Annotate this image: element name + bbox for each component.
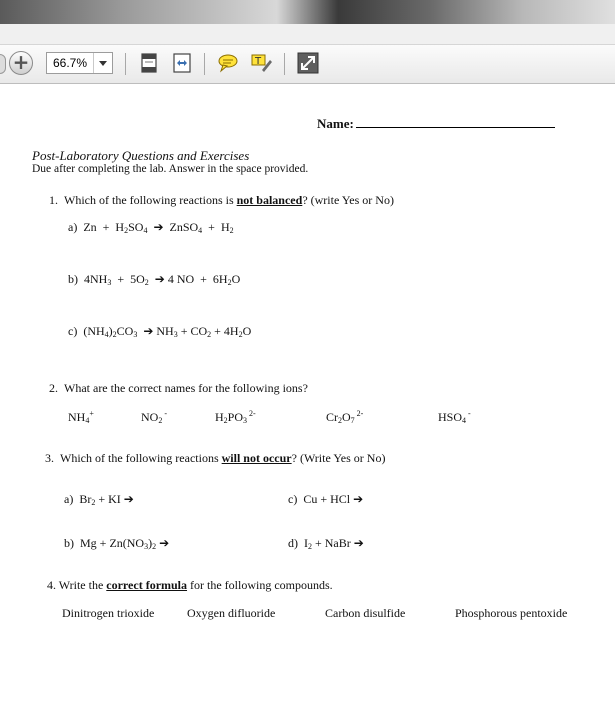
zoom-value: 66.7% <box>53 56 88 70</box>
question-1: 1. Which of the following reactions is not balanced? (write Yes or No) <box>49 193 394 207</box>
chevron-down-icon[interactable] <box>93 53 112 73</box>
fit-width-button[interactable] <box>171 52 193 74</box>
ion-dichromate: $Cr_2O_7$ $^{2-}$ <box>326 409 364 425</box>
document-page <box>0 86 615 726</box>
q1-reaction-b: b) $4NH_3 + 5O_2$ ➔ 4 NO + $6H_2O$ <box>68 272 241 287</box>
compound-phosphorous-pentoxide: Phosphorous pentoxide <box>455 606 568 620</box>
comment-button[interactable] <box>217 52 239 74</box>
toolbar-divider <box>204 53 205 75</box>
name-label: Name: <box>317 116 354 131</box>
menu-strip <box>0 24 615 45</box>
toolbar-divider <box>125 53 126 75</box>
ion-hydrogen-phosphite: $H_2PO_3$ $^{2-}$ <box>215 409 256 425</box>
q1-reaction-a: a) $Zn + H_2SO_4$ ➔ ZnSO$_4$ + $H_2$ <box>68 220 234 235</box>
q4-emphasis: correct formula <box>106 578 188 592</box>
q1-emphasis: not balanced <box>236 193 303 207</box>
toolbar <box>0 45 615 84</box>
comment-icon <box>217 52 239 74</box>
ion-nitrite: $NO_2$ - <box>141 409 168 425</box>
highlight-text-button[interactable] <box>250 52 272 74</box>
q3-reaction-a: a) $Br_2$ + KI ➔ <box>64 492 134 507</box>
compound-dinitrogen-trioxide: Dinitrogen trioxide <box>62 606 155 620</box>
expand-button[interactable] <box>297 52 319 74</box>
zoom-out-button[interactable] <box>0 54 6 74</box>
highlight-icon <box>250 52 272 74</box>
ion-bisulfate: $HSO_4$ - <box>438 409 471 425</box>
instructions: Due after completing the lab. Answer in the space provided. <box>32 163 309 175</box>
q3-reaction-c: c) Cu + HCl ➔ <box>288 492 364 506</box>
fit-width-icon <box>171 52 193 74</box>
fit-page-button[interactable] <box>138 52 160 74</box>
q3-reaction-d: d) $I_2$ + NaBr ➔ <box>288 536 364 551</box>
window-title-bar <box>0 0 615 24</box>
ion-ammonium: $NH_4^+$ <box>68 409 94 425</box>
question-4: 4. Write the correct formula for the following compounds. <box>47 578 333 592</box>
toolbar-divider <box>284 53 285 75</box>
q1-reaction-c: c) $(NH_4)_2CO_3$ ➔ $NH_3 + CO_2 + 4H_2O$ <box>68 324 252 339</box>
name-field <box>317 115 555 132</box>
question-2: 2. What are the correct names for the following ions? <box>49 381 308 395</box>
zoom-in-button[interactable] <box>9 51 33 75</box>
section-title: Post-Laboratory Questions and Exercises <box>32 148 250 163</box>
name-blank <box>356 115 555 128</box>
zoom-select[interactable] <box>46 52 113 74</box>
q3-emphasis: will not occur <box>221 451 292 465</box>
q3-reaction-b: b) $Mg + Zn(NO_3)_2$ ➔ <box>64 536 170 551</box>
plus-icon: + <box>12 50 30 74</box>
fit-page-icon <box>138 52 160 74</box>
svg-text:T: T <box>255 56 262 67</box>
expand-icon <box>297 52 319 74</box>
compound-carbon-disulfide: Carbon disulfide <box>325 606 406 620</box>
question-3: 3. Which of the following reactions will not occur? (Write Yes or No) <box>45 451 386 465</box>
compound-oxygen-difluoride: Oxygen difluoride <box>187 606 276 620</box>
